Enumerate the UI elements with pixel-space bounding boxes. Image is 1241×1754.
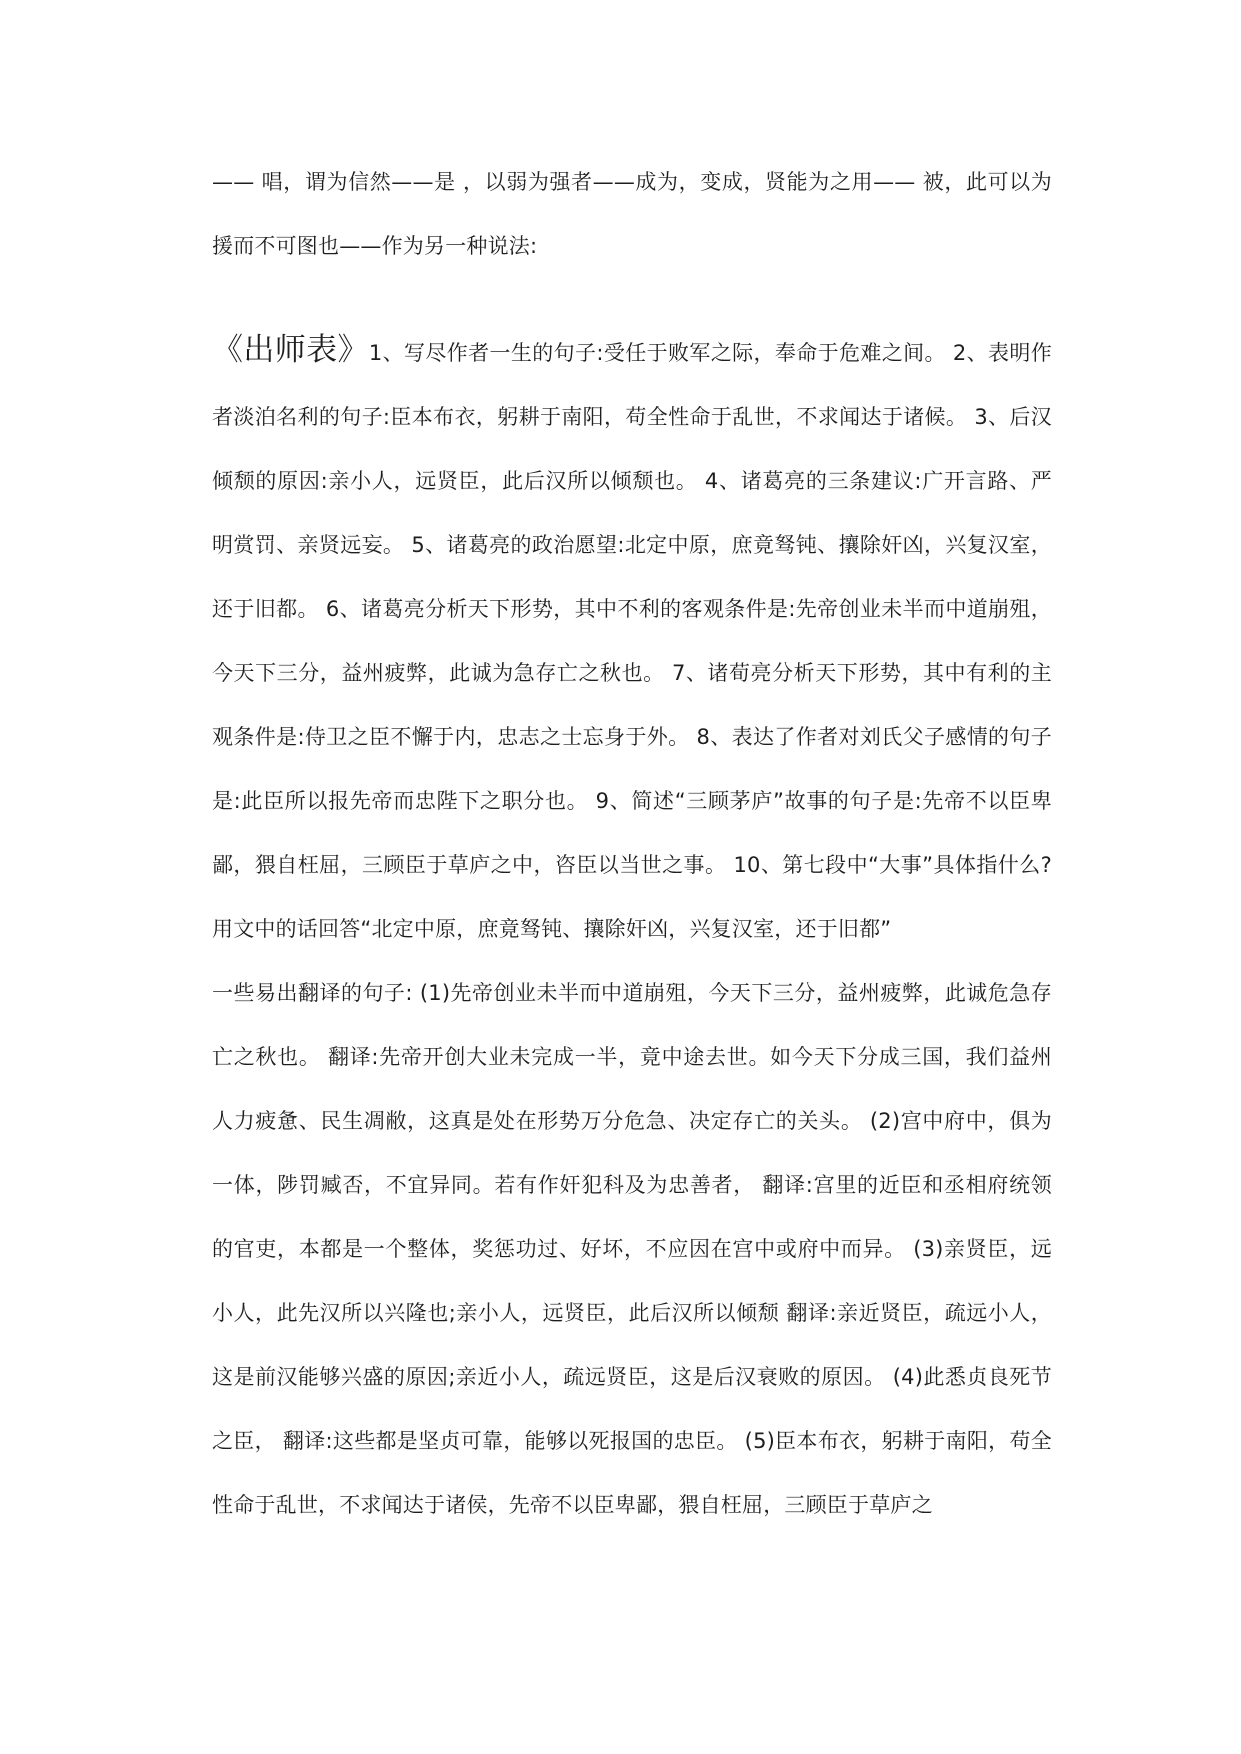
section-title: 《出师表》: [212, 332, 369, 368]
paragraph-glossary: —— 唱，谓为信然——是 ，以弱为强者——成为，变成，贤能为之用—— 被，此可以为援而不可图也——作为另一种说法:: [212, 170, 1052, 258]
paragraph-chushibiao-body: 1、写尽作者一生的句子:受任于败军之际，奉命于危难之间。 2、表明作者淡泊名利的句子:臣本布衣，躬耕于南阳，苟全性命于乱世，不求闻达于诸候。 3、后汉倾颓的原因:亲小人，远贤臣，此后汉所以倾颓也。 4、诸葛亮的三条建议:广开言路、严明赏罚、亲贤远妄。 5、诸葛亮的政治愿望:北定中原，庶竟驽钝、攘除奸凶，兴复汉室，还于旧都。 6、诸葛亮分析天下形势，其中不利的客观条件是:先帝创业未半而中道崩殂，今天下三分，益州疲弊，此诚为急存亡之秋也。 7、诸荀亮分析天下形势，其中有利的主观条件是:侍卫之臣不懈于内，忠志之士忘身于外。 8、表达了作者对刘氏父子感情的句子是:此臣所以报先帝而忠陛下之职分也。 9、简述“三顾茅庐”故事的句子是:先帝不以臣卑鄙，猥自枉屈，三顾臣于草庐之中，咨臣以当世之事。 10、第七段中“大事”具体指什么?用文中的话回答“北定中原，庶竟驽钝、攘除奸凶，兴复汉室，还于旧都”: [212, 341, 1052, 941]
paragraph-chushibiao-quotes: [212, 318, 1052, 961]
document-page: [212, 150, 1052, 1537]
paragraph-translations: 一些易出翻译的句子: (1)先帝创业未半而中道崩殂，今天下三分，益州疲弊，此诚危急存亡之秋也。 翻译:先帝开创大业未完成一半，竟中途去世。如今天下分成三国，我们益州人力疲惫、民生凋敝，这真是处在形势万分危急、决定存亡的关头。 (2)宫中府中，俱为一体，陟罚臧否，不宜异同。若有作奸犯科及为忠善者， 翻译:宫里的近臣和丞相府统领的官吏，本都是一个整体，奖惩功过、好坏，不应因在宫中或府中而异。 (3)亲贤臣，远小人，此先汉所以兴隆也;亲小人，远贤臣，此后汉所以倾颓 翻译:亲近贤臣，疏远小人，这是前汉能够兴盛的原因;亲近小人，疏远贤臣，这是后汉衰败的原因。 (4)此悉贞良死节之臣， 翻译:这些都是坚贞可靠，能够以死报国的忠臣。 (5)臣本布衣，躬耕于南阳，苟全性命于乱世，不求闻达于诸侯，先帝不以臣卑鄙，猥自枉屈，三顾臣于草庐之: [212, 981, 1052, 1517]
